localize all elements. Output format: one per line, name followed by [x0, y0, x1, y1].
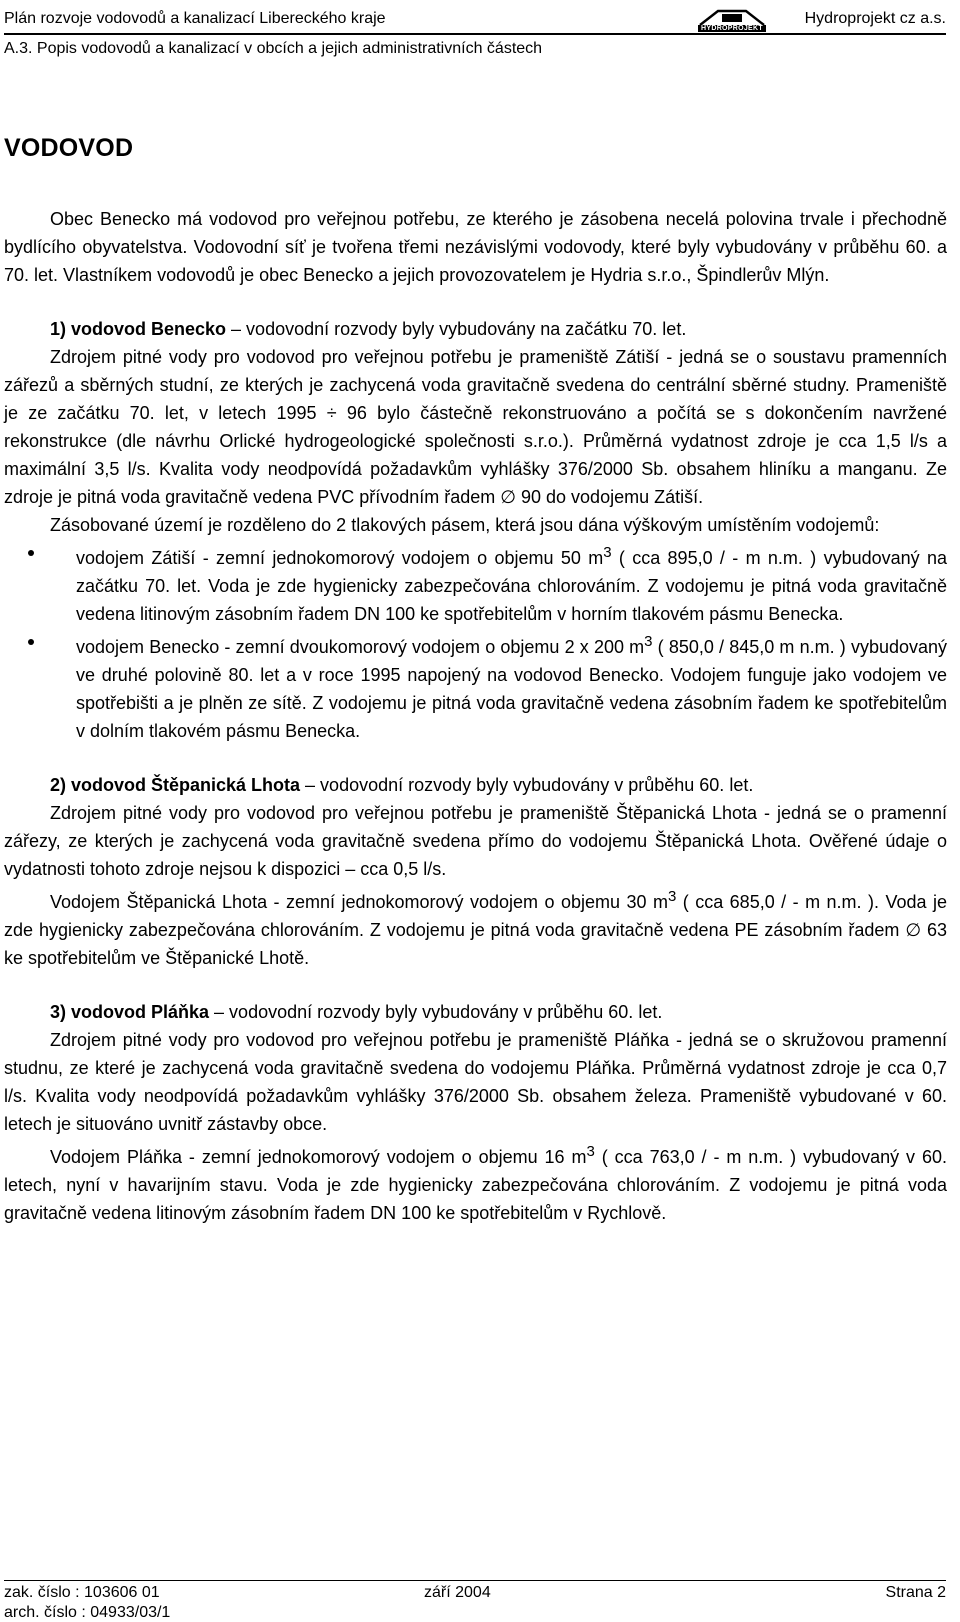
reservoir-list: [4, 539, 947, 745]
document-title: Plán rozvoje vodovodů a kanalizací Libereckého kraje: [4, 10, 386, 27]
section-subtitle: A.3. Popis vodovodů a kanalizací v obcích a jejich administrativních částech: [4, 40, 543, 57]
section-2-reservoir: Vodojem Štěpanická Lhota - zemní jednokomorový vodojem o objemu 30 $m^3$ ( cca 685,0 / - m n.m. ). Voda je zde hygienicky zabezpečována chlorováním. Z vodojemu je pitná voda gravitačně vedena PE zásobním řadem ∅ 63 ke spotřebitelům ve Štěpanické Lhotě.: [4, 888, 947, 968]
footer-divider: [4, 1580, 946, 1581]
section-3-paragraph: Zdrojem pitné vody pro vodovod pro veřejnou potřebu je prameniště Pláňka - jedná se o skružovou pramenní studnu, ze které je zachycená voda gravitačně svedena do vodojemu Pláňka. Průměrná vydatnost zdroje je cca 0,7 l/s. Kvalita vody neodpovídá požadavkům vyhlášky 376/2000 Sb. obsahem železa. Prameniště vybudované v 60. letech je situováno uvnitř zástavby obce.: [4, 1030, 947, 1134]
diameter-symbol: ∅: [905, 920, 922, 940]
section-2-title: 2) vodovod Štěpanická Lhota – vodovodní rozvody byly vybudovány v průběhu 60. let.: [50, 775, 754, 795]
page-title: VODOVOD: [4, 134, 134, 162]
section-3-reservoir: Vodojem Pláňka - zemní jednokomorový vodojem o objemu 16 $m^3$ ( cca 763,0 / - m n.m. ) vybudovaný v 60. letech, nyní v havarijním stavu. Voda je zde hygienicky zabezpečována chlorováním. Z vodojemu je pitná voda gravitačně vedena litinovým zásobním řadem DN 100 ke spotřebitelům v Rychlově.: [4, 1143, 947, 1223]
bullet-icon: [28, 550, 34, 556]
section-1-title: 1) vodovod Benecko – vodovodní rozvody byly vybudovány na začátku 70. let.: [50, 319, 687, 339]
diameter-symbol: ∅: [500, 487, 516, 507]
page-header: [4, 8, 946, 32]
logo-wordmark: HYDROPROJEKT: [701, 25, 763, 32]
section-3-name: 3) vodovod Pláňka: [50, 1002, 210, 1022]
division-symbol: ÷: [326, 403, 337, 423]
hydroprojekt-logo: [696, 8, 768, 32]
section-2-name: 2) vodovod Štěpanická Lhota: [50, 775, 301, 795]
section-1-paragraph: Zdrojem pitné vody pro vodovod pro veřejnou potřebu je prameniště Zátiší - jedná se o soustavu pramenních zářezů a sběrných studní, ze kterých je zachycená voda gravitačně svedena do centrální sběrné studny. Prameniště je ze začátku 70. let, v letech 1995 ÷ 96 bylo částečně rekonstruováno a počítá se s dokončením navržené rekonstrukce (dle návrhu Orlické hydrogeologické společnosti s.r.o.). Průměrná vydatnost zdroje je cca 1,5 l/s a maximální 3,5 l/s. Kvalita vody neodpovídá požadavkům vyhlášky 376/2000 Sb. obsahem hliníku a manganu. Ze zdroje je pitná voda gravitačně vedena PVC přívodním řadem ∅ 90 do vodojemu Zátiší.: [4, 347, 947, 507]
list-item: vodojem Zátiší - zemní jednokomorový vodojem o objemu 50 $m^3$ ( cca 895,0 / - m n.m. ) vybudovaný na začátku 70. let. Voda je zde hygienicky zabezpečována chlorováním. Z vodojemu je pitná voda gravitačně vedena litinovým zásobním řadem DN 100 ke spotřebitelům v horním tlakovém pásmu Benecka.: [4, 539, 947, 628]
company-name: Hydroprojekt cz a.s.: [804, 10, 946, 27]
archive-number: arch. číslo : 04933/03/1: [4, 1604, 171, 1621]
section-3-title: 3) vodovod Pláňka – vodovodní rozvody byly vybudovány v průběhu 60. let.: [50, 1002, 663, 1022]
document-body: [4, 205, 947, 1227]
section-1-zones: Zásobované území je rozděleno do 2 tlakových pásem, která jsou dána výškovým umístěním vodojemů:: [50, 515, 880, 535]
intro-paragraph: Obec Benecko má vodovod pro veřejnou potřebu, ze kterého je zásobena necelá polovina trvale i přechodně bydlícího obyvatelstva. Vodovodní síť je tvořena třemi nezávislými vodovody, které byly vybudovány v průběhu 60. a 70. let. Vlastníkem vodovodů je obec Benecko a jejich provozovatelem je Hydria s.r.o., Špindlerův Mlýn.: [4, 209, 947, 285]
list-item: vodojem Benecko - zemní dvoukomorový vodojem o objemu 2 x 200 $m^3$ ( 850,0 / 845,0 m n.m. ) vybudovaný ve druhé polovině 80. let a v roce 1995 napojený na vodovod Benecko. Vodojem funguje jako vodojem ve spotřebišti a je plněn ze sítě. Z vodojemu je pitná voda gravitačně vedena zásobním řadem ke spotřebitelům v dolním tlakovém pásmu Benecka.: [4, 628, 947, 745]
document-date: září 2004: [424, 1584, 491, 1601]
header-divider: [4, 33, 946, 35]
bullet-icon: [28, 639, 34, 645]
section-1-name: 1) vodovod Benecko: [50, 319, 227, 339]
contract-number: zak. číslo : 103606 01: [4, 1584, 160, 1601]
page-number: Strana 2: [885, 1584, 946, 1601]
section-2-paragraph: Zdrojem pitné vody pro vodovod pro veřejnou potřebu je prameniště Štěpanická Lhota - jedná se o pramenní zářezy, ze kterých je zachycená voda gravitačně svedena přímo do vodojemu Štěpanická Lhota. Ověřené údaje o vydatnosti tohoto zdroje nejsou k dispozici – cca 0,5 l/s.: [4, 803, 947, 879]
